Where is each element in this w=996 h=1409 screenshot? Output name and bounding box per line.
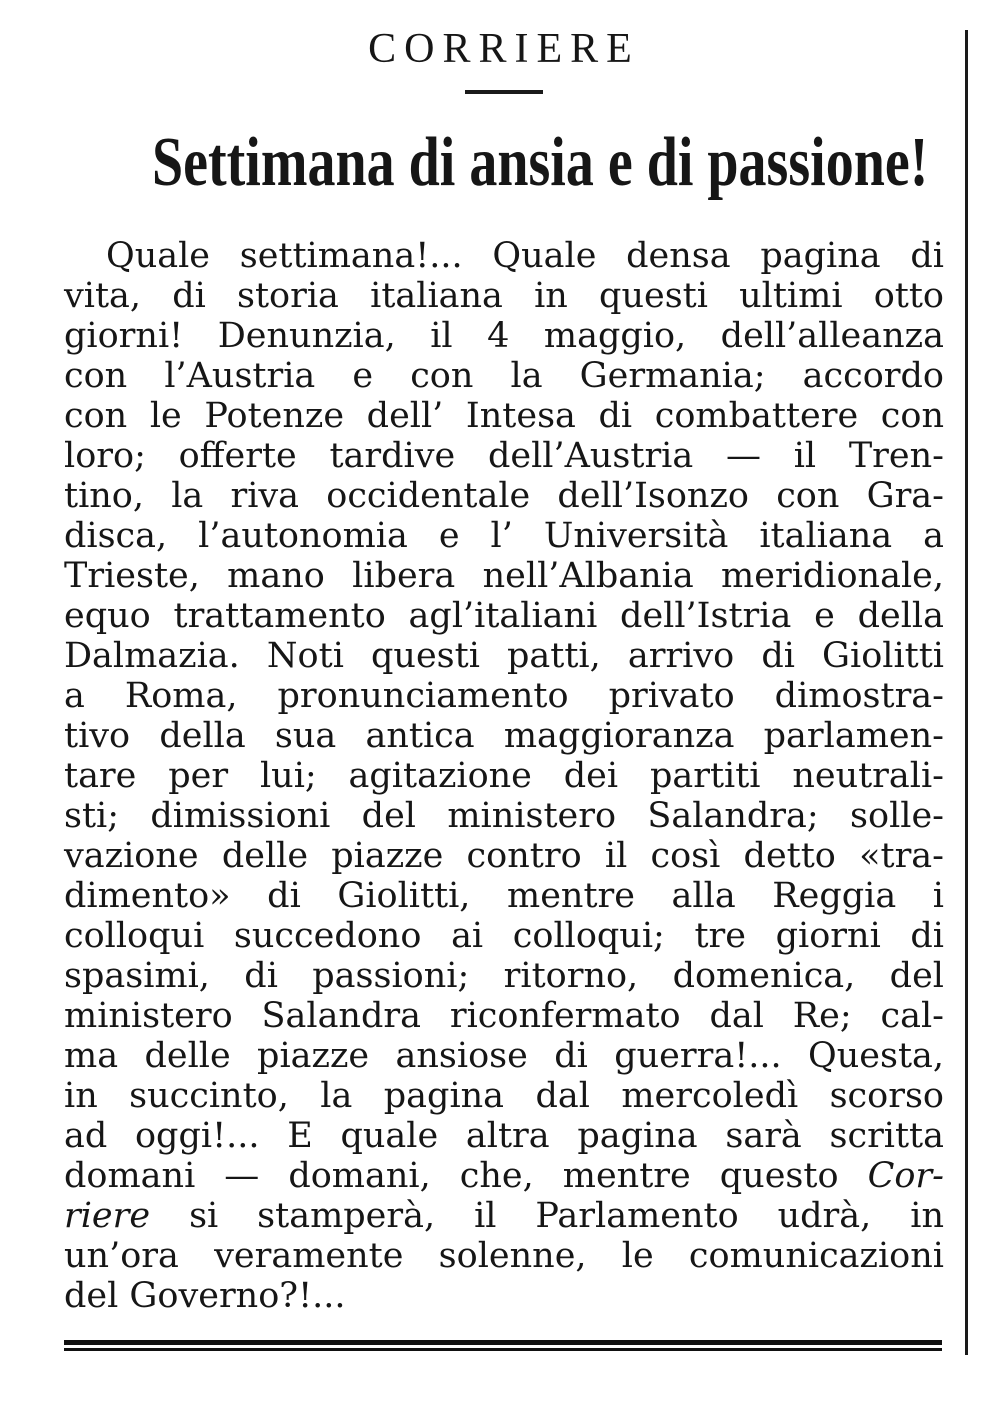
article-line [64,1196,944,1236]
article-line: del Governo?!... [64,1276,346,1316]
article-line: a Roma, pronunciamento privato dimostra- [64,676,944,716]
article-line [64,1156,944,1196]
article-line: loro; offerte tardive dell’Austria — il Tren- [64,436,944,476]
article-line: spasimi, di passioni; ritorno, domenica, del [64,956,944,996]
closing-double-rule [64,1340,942,1351]
headline: Settimana di ansia e di passione! [152,124,929,201]
article-line: equo trattamento agl’italiani dell’Istria e della [64,596,944,636]
article-line-text: si stamperà, il Parlamento udrà, in [189,1196,944,1236]
article-line: sti; dimissioni del ministero Salandra; solle- [64,796,944,836]
article-line: colloqui succedono ai colloqui; tre giorni di [64,916,944,956]
article-line: Trieste, mano libera nell’Albania meridionale, [64,556,944,596]
article-line: ma delle piazze ansiose di guerra!... Questa, [64,1036,944,1076]
article-line: tare per lui; agitazione dei partiti neutrali- [64,756,944,796]
article-line: ad oggi!... E quale altra pagina sarà scritta [64,1116,944,1156]
article-line: vazione delle piazze contro il così detto «tra- [64,836,944,876]
article-line: dimento» di Giolitti, mentre alla Reggia i [64,876,944,916]
column-rule [965,30,968,1355]
article-line: disca, l’autonomia e l’ Università italiana a [64,516,944,556]
article-body [64,236,944,1316]
article-line: un’ora veramente solenne, le comunicazioni [64,1236,944,1276]
article-line: ministero Salandra riconfermato dal Re; cal- [64,996,944,1036]
article-line-text: domani — domani, che, mentre questo [64,1156,839,1196]
article-line: giorni! Denunzia, il 4 maggio, dell’alleanza [64,316,944,356]
article-line: Quale settimana!... Quale densa pagina di [106,236,944,276]
title-divider [465,90,543,94]
article-line: con l’Austria e con la Germania; accordo [64,356,944,396]
section-title: CORRIERE [368,26,640,72]
article-line: Dalmazia. Noti questi patti, arrivo di Giolitti [64,636,944,676]
article-line: vita, di storia italiana in questi ultimi otto [64,276,944,316]
article-line: con le Potenze dell’ Intesa di combattere con [64,396,944,436]
article-line: tino, la riva occidentale dell’Isonzo con Gra- [64,476,944,516]
italic-title-fragment: Cor- [867,1156,944,1196]
italic-title-fragment: riere [64,1196,151,1236]
article-line: in succinto, la pagina dal mercoledì scorso [64,1076,944,1116]
article-line: tivo della sua antica maggioranza parlamen- [64,716,944,756]
